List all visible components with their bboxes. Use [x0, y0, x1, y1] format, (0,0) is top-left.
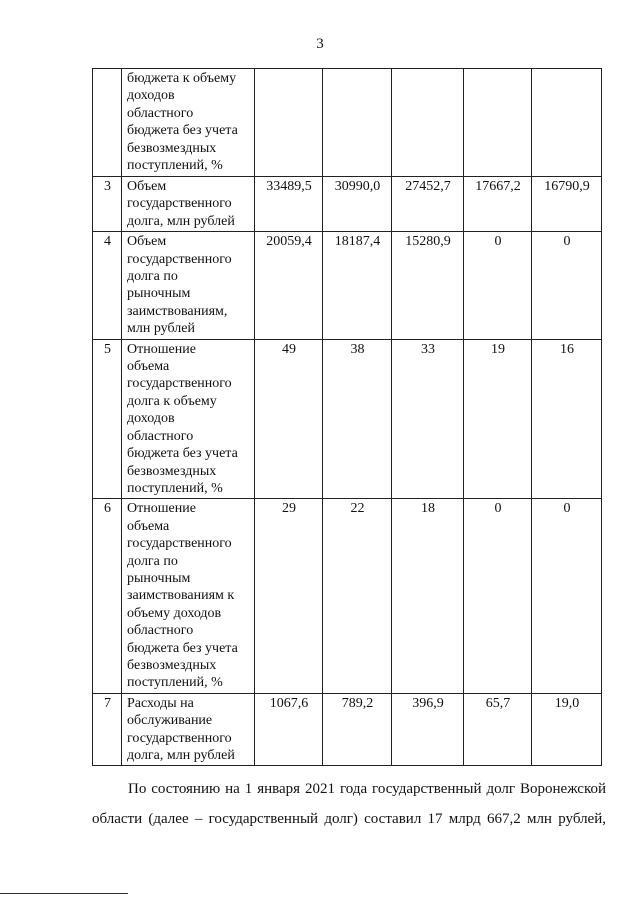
value-cell: 18187,4	[323, 232, 392, 339]
value-cell	[532, 69, 602, 177]
value-cell: 65,7	[464, 693, 532, 766]
value-cell: 19,0	[532, 693, 602, 766]
indicator-name-line: безвозмездных	[127, 463, 217, 479]
row-number-cell: 6	[93, 499, 122, 693]
value-cell: 33	[392, 339, 464, 499]
value-cell: 0	[532, 499, 602, 693]
row-number-cell: 4	[93, 232, 122, 339]
table-row	[93, 693, 602, 766]
table-row	[93, 177, 602, 232]
indicator-name-line: бюджета без учета	[127, 640, 238, 656]
table-row	[93, 499, 602, 693]
value-cell: 22	[323, 499, 392, 693]
indicator-name-line: Отношение	[127, 341, 196, 357]
indicator-name-line: поступлений, %	[127, 675, 223, 691]
indicator-name-cell	[122, 499, 255, 693]
indicator-name-cell	[122, 69, 255, 177]
indicator-name-line: доходов	[127, 88, 175, 104]
paragraph-line-2: области (далее – государственный долг) составил 17 млрд 667,2 млн рублей,	[92, 811, 606, 827]
indicator-name-cell	[122, 177, 255, 232]
indicator-name-line: долга по	[127, 553, 178, 569]
indicator-name-line: долга к объему	[127, 393, 217, 409]
value-cell: 0	[464, 232, 532, 339]
value-cell: 0	[532, 232, 602, 339]
indicator-name-line: безвозмездных	[127, 657, 217, 673]
indicator-name-line: бюджета к объему	[127, 71, 237, 86]
page-number: 3	[316, 36, 324, 52]
footnote-rule	[0, 893, 128, 894]
table-row	[93, 69, 602, 177]
value-cell: 29	[255, 499, 323, 693]
body-paragraph	[92, 774, 606, 834]
indicator-name-line: областного	[127, 105, 194, 121]
indicator-name-line: объема	[127, 518, 170, 534]
indicator-name-line: поступлений, %	[127, 480, 223, 496]
indicator-name-line: млн рублей	[127, 321, 195, 337]
indicator-name-line: бюджета без учета	[127, 123, 238, 139]
debt-indicators-table	[92, 68, 602, 766]
value-cell: 33489,5	[255, 177, 323, 232]
indicator-name-line: областного	[127, 428, 194, 444]
table-row	[93, 339, 602, 499]
row-number-cell: 7	[93, 693, 122, 766]
indicator-name-line: заимствованиям,	[127, 303, 228, 319]
value-cell: 49	[255, 339, 323, 499]
indicator-name-line: объему доходов	[127, 605, 222, 621]
indicator-name-cell	[122, 693, 255, 766]
value-cell: 38	[323, 339, 392, 499]
indicator-name-line: бюджета без учета	[127, 446, 238, 462]
value-cell: 17667,2	[464, 177, 532, 232]
indicator-name-line: Объем	[127, 179, 167, 194]
indicator-name-line: долга, млн рублей	[127, 748, 235, 763]
indicator-name-line: объема	[127, 359, 170, 375]
table-row	[93, 232, 602, 339]
value-cell: 18	[392, 499, 464, 693]
value-cell	[464, 69, 532, 177]
indicator-name-line: рыночным	[127, 570, 191, 586]
indicator-name-line: государственного	[127, 251, 232, 267]
indicator-name-line: областного	[127, 623, 194, 639]
indicator-name-line: долга по	[127, 269, 178, 285]
indicator-name-line: обслуживание	[127, 713, 213, 729]
indicator-name-line: безвозмездных	[127, 140, 217, 156]
indicator-name-line: государственного	[127, 376, 232, 392]
indicator-name-line: Объем	[127, 234, 167, 250]
value-cell: 1067,6	[255, 693, 323, 766]
indicator-name-line: государственного	[127, 730, 232, 746]
indicator-name-line: государственного	[127, 196, 232, 212]
indicator-name-cell	[122, 339, 255, 499]
value-cell: 27452,7	[392, 177, 464, 232]
indicator-name-line: рыночным	[127, 286, 191, 302]
value-cell: 0	[464, 499, 532, 693]
indicator-name-line: Отношение	[127, 501, 196, 517]
indicator-name-line: доходов	[127, 411, 175, 427]
value-cell: 396,9	[392, 693, 464, 766]
indicator-name-line: государственного	[127, 536, 232, 552]
value-cell: 16	[532, 339, 602, 499]
indicator-name-line: долга, млн рублей	[127, 213, 235, 229]
indicator-name-cell	[122, 232, 255, 339]
value-cell: 19	[464, 339, 532, 499]
value-cell: 15280,9	[392, 232, 464, 339]
indicator-name-line: Расходы на	[127, 695, 194, 711]
value-cell	[323, 69, 392, 177]
value-cell: 30990,0	[323, 177, 392, 232]
row-number-cell	[93, 69, 122, 177]
indicator-name-line: заимствованиям к	[127, 588, 235, 604]
value-cell	[392, 69, 464, 177]
value-cell: 20059,4	[255, 232, 323, 339]
value-cell: 16790,9	[532, 177, 602, 232]
value-cell	[255, 69, 323, 177]
value-cell: 789,2	[323, 693, 392, 766]
paragraph-line-1: По состоянию на 1 января 2021 года государственный долг Воронежской	[128, 781, 606, 797]
row-number-cell: 3	[93, 177, 122, 232]
indicator-name-line: поступлений, %	[127, 158, 223, 174]
row-number-cell: 5	[93, 339, 122, 499]
